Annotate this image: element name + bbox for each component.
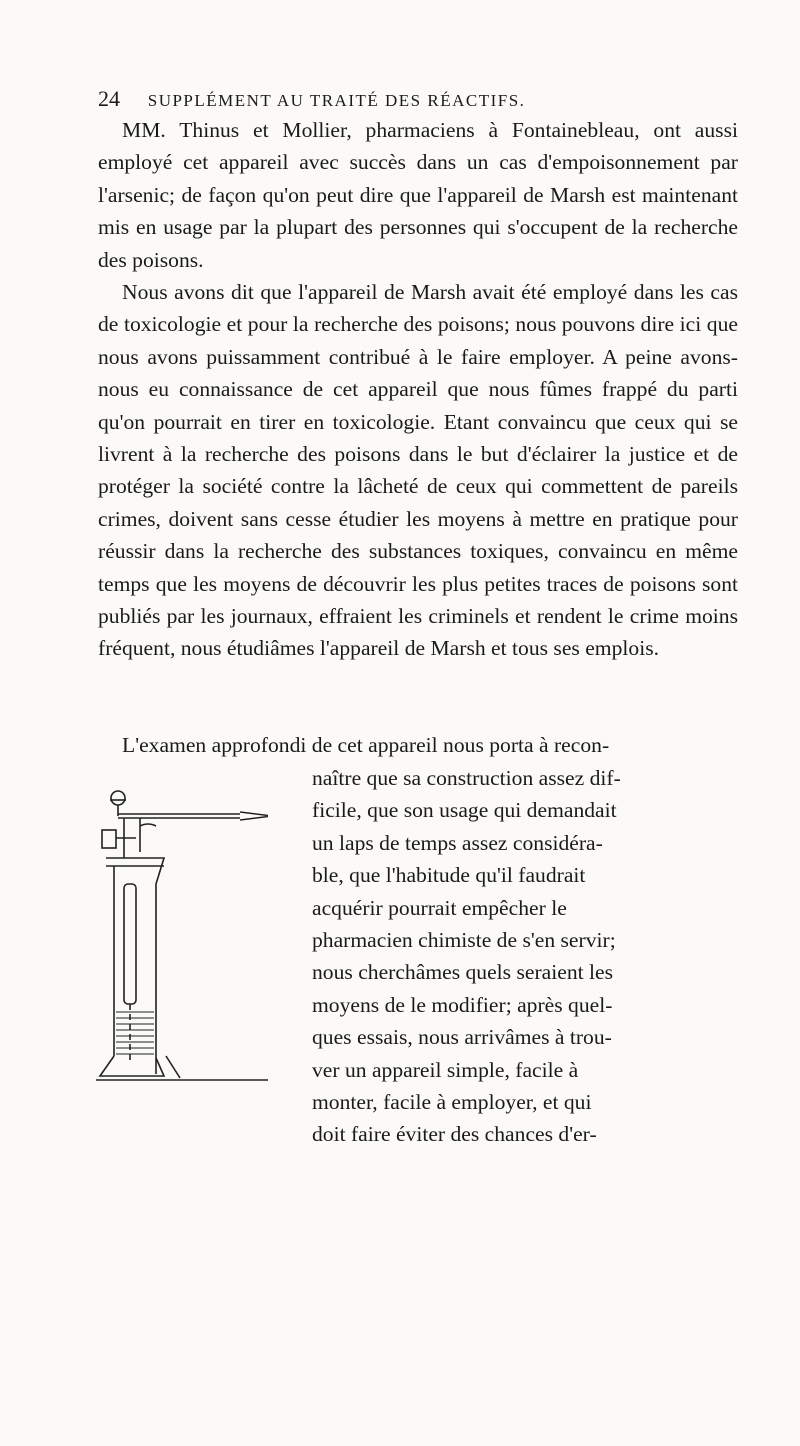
text-line: monter, facile à employer, et qui <box>312 1090 592 1115</box>
marsh-apparatus-icon <box>96 786 268 1082</box>
text-line: doit faire éviter des chances d'er- <box>312 1122 597 1147</box>
paragraph-2 <box>98 276 738 665</box>
text-line: acquérir pourrait empêcher le <box>312 895 567 920</box>
paragraph-text: L'examen approfondi de cet appareil nous porta à recon- <box>122 733 610 757</box>
text-line: ble, que l'habitude qu'il faudrait <box>312 863 586 888</box>
text-line: pharmacien chimiste de s'en servir; <box>312 928 616 953</box>
text-line: ques essais, nous arrivâmes à trou- <box>312 1025 612 1050</box>
text-line: naître que sa construction assez dif- <box>312 766 621 790</box>
paragraph-text: MM. Thinus et Mollier, pharmaciens à Fontainebleau, ont aussi employé cet appareil avec succès dans un cas d'empoisonnement par l'arsenic; de façon qu'on peut dire que l'appareil de Marsh est maintenant mis en usage par la plupart des personnes qui s'occupent de la recherche des poisons. <box>98 118 738 272</box>
page-number: 24 <box>98 86 120 111</box>
paragraph-3-first-line <box>98 729 738 761</box>
text-line: ficile, que son usage qui demandait <box>312 798 617 823</box>
text-line: un laps de temps assez considéra- <box>312 830 603 855</box>
paragraph-text: Nous avons dit que l'appareil de Marsh avait été employé dans les cas de toxicologie et pour la recherche des poisons; nous pouvons dire ici que nous avons puissamment contribué à le faire employer. A peine avons-nous eu connaissance de cet appareil que nous fûmes frappé du parti qu'on pourrait en tirer en toxicologie. Etant convaincu que ceux qui se livrent à la recherche des poisons dans le but d'éclairer la justice et de protéger la société contre la lâcheté de ceux qui commettent de pareils crimes, doivent sans cesse étudier les moyens à mettre en pratique pour réussir dans la recherche des substances toxiques, convaincu en même temps que les moyens de découvrir les plus petites traces de poisons sont publiés par les journaux, effraient les criminels et rendent le crime moins fréquent, nous étudiâmes l'appareil de Marsh et tous ses emplois. <box>98 280 738 661</box>
running-header <box>98 86 698 112</box>
paragraph-1 <box>98 114 738 276</box>
running-title: SUPPLÉMENT AU TRAITÉ DES RÉACTIFS. <box>147 91 526 110</box>
text-line: ver un appareil simple, facile à <box>312 1057 579 1082</box>
paragraph-3-wrapped <box>312 762 742 1151</box>
text-line: moyens de le modifier; après quel- <box>312 992 613 1017</box>
text-line: nous cherchâmes quels seraient les <box>312 960 614 985</box>
